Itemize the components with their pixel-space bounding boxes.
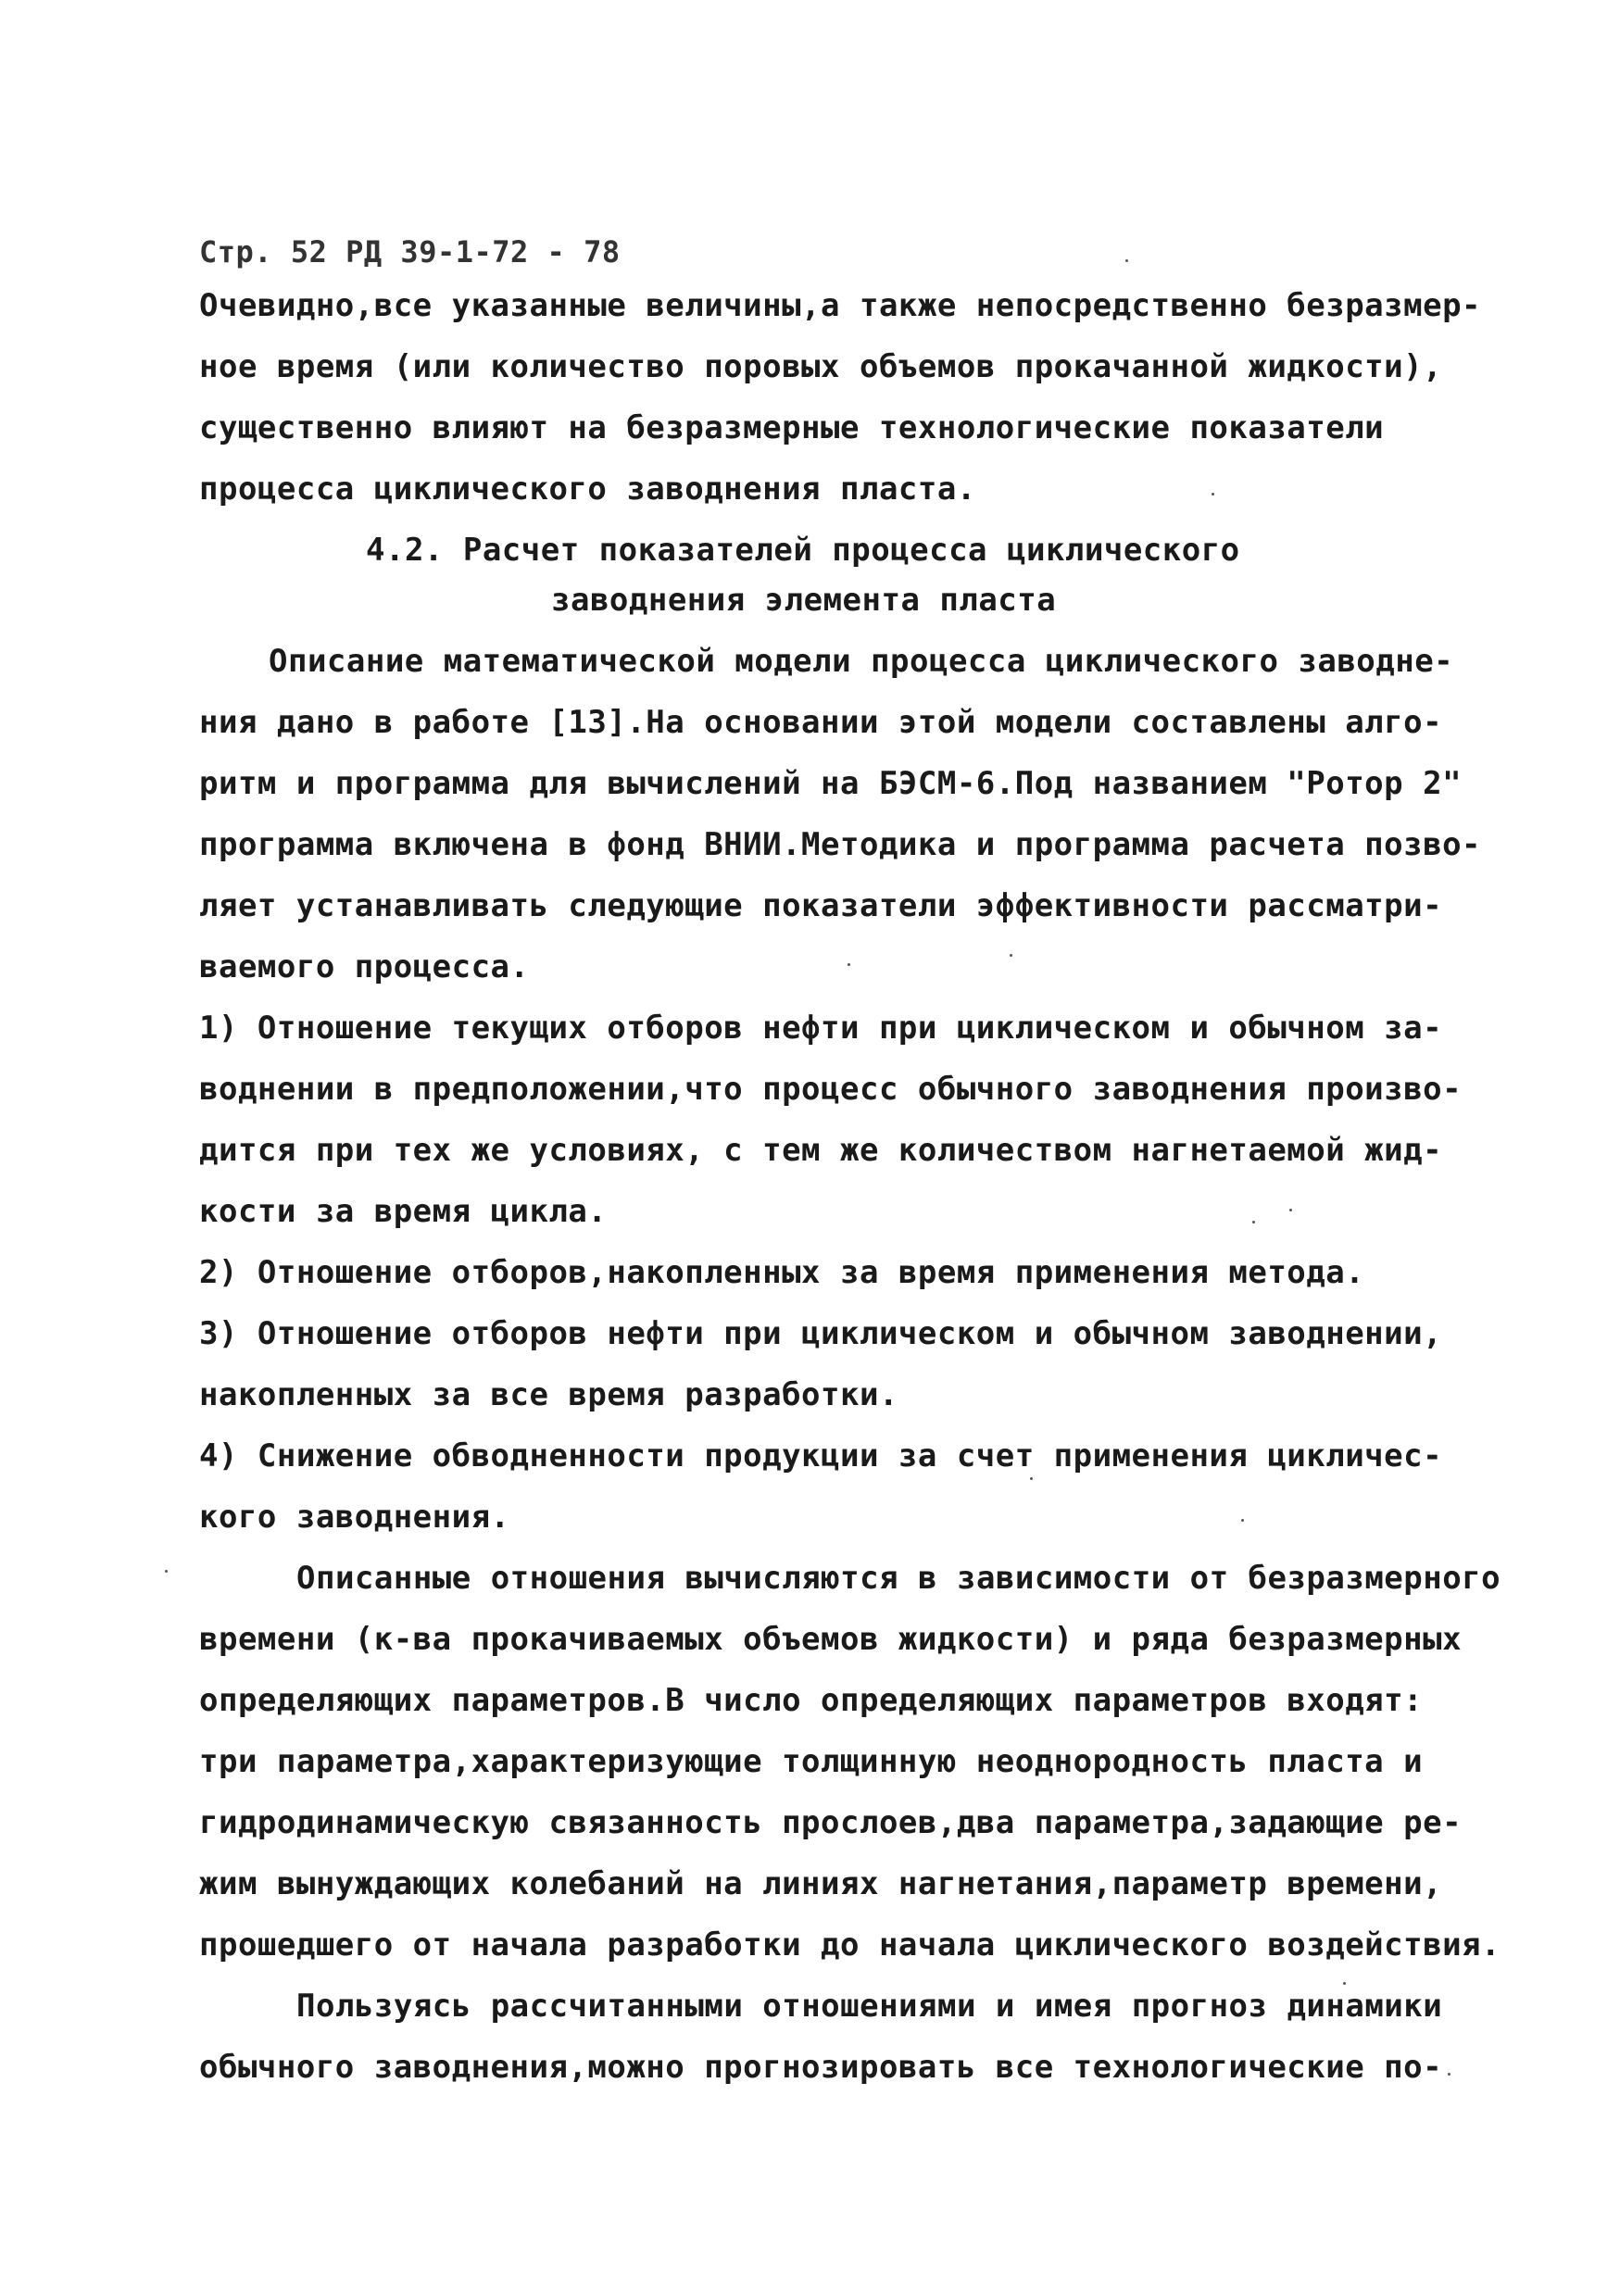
scan-speck bbox=[165, 1570, 168, 1573]
paragraph-3-line-5: гидродинамическую связанность прослоев,два параметра,задающие ре- bbox=[199, 1804, 1463, 1841]
paragraph-1-line-4: процесса циклического заводнения пласта. bbox=[199, 470, 976, 508]
scan-speck bbox=[1289, 1209, 1292, 1211]
paragraph-2-line-5: ляет устанавливать следующие показатели эффективности рассматри- bbox=[199, 887, 1443, 924]
paragraph-3-line-3: определяющих параметров.В число определяющих параметров входят: bbox=[199, 1682, 1424, 1719]
paragraph-1-line-1: Очевидно,все указанные величины,а также непосредственно безразмер- bbox=[199, 287, 1482, 324]
scan-speck bbox=[1030, 1477, 1033, 1480]
list-item-3-line-2: накопленных за все время разработки. bbox=[199, 1376, 898, 1413]
scan-speck bbox=[1448, 2073, 1450, 2076]
paragraph-4-line-1: Пользуясь рассчитанными отношениями и имея прогноз динамики bbox=[296, 1988, 1443, 2025]
scan-speck bbox=[1241, 1519, 1244, 1522]
section-heading-line-2: заводнения элемента пласта bbox=[551, 582, 1057, 619]
scan-speck bbox=[1343, 1982, 1346, 1985]
paragraph-3-line-4: три параметра,характеризующие толщинную неоднородность пласта и bbox=[199, 1743, 1424, 1780]
page-header: Стр. 52 РД 39-1-72 - 78 bbox=[199, 234, 621, 270]
paragraph-3-line-1: Описанные отношения вычисляются в зависимости от безразмерного bbox=[296, 1560, 1501, 1597]
list-item-1-line-3: дится при тех же условиях, с тем же количеством нагнетаемой жид- bbox=[199, 1132, 1443, 1169]
scan-speck bbox=[1252, 1221, 1255, 1223]
scan-speck bbox=[1010, 954, 1012, 957]
list-item-3-line-1: 3) Отношение отборов нефти при циклическом и обычном заводнении, bbox=[199, 1315, 1443, 1352]
scan-speck bbox=[1125, 259, 1128, 262]
paragraph-1-line-3: существенно влияют на безразмерные технологические показатели bbox=[199, 409, 1385, 446]
scan-speck bbox=[848, 963, 850, 966]
paragraph-4-line-2: обычного заводнения,можно прогнозировать все технологические по- bbox=[199, 2049, 1443, 2086]
list-item-1-line-4: кости за время цикла. bbox=[199, 1193, 608, 1230]
list-item-4-line-2: кого заводнения. bbox=[199, 1499, 510, 1536]
list-item-2: 2) Отношение отборов,накопленных за время применения метода. bbox=[199, 1254, 1365, 1291]
paragraph-2-line-3: ритм и программа для вычислений на БЭСМ-6.Под названием "Ротор 2" bbox=[199, 765, 1463, 802]
paragraph-1-line-2: ное время (или количество поровых объемов прокачанной жидкости), bbox=[199, 348, 1443, 385]
paragraph-2-line-1: Описание математической модели процесса циклического заводне- bbox=[269, 643, 1454, 680]
list-item-1-line-2: воднении в предположении,что процесс обычного заводнения произво- bbox=[199, 1071, 1463, 1108]
paragraph-3-line-6: жим вынуждающих колебаний на линиях нагнетания,параметр времени, bbox=[199, 1865, 1443, 1902]
list-item-1-line-1: 1) Отношение текущих отборов нефти при циклическом и обычном за- bbox=[199, 1010, 1443, 1047]
paragraph-2-line-4: программа включена в фонд ВНИИ.Методика и программа расчета позво- bbox=[199, 826, 1482, 863]
paragraph-3-line-7: прошедшего от начала разработки до начала циклического воздействия. bbox=[199, 1926, 1501, 1964]
paragraph-2-line-2: ния дано в работе [13].На основании этой модели составлены алго- bbox=[199, 704, 1443, 741]
section-heading-line-1: 4.2. Расчет показателей процесса циклического bbox=[366, 532, 1240, 569]
paragraph-2-line-6: ваемого процесса. bbox=[199, 948, 530, 985]
paragraph-3-line-2: времени (к-ва прокачиваемых объемов жидкости) и ряда безразмерных bbox=[199, 1621, 1463, 1658]
list-item-4-line-1: 4) Снижение обводненности продукции за счет применения цикличес- bbox=[199, 1437, 1443, 1474]
scan-speck bbox=[1212, 493, 1214, 496]
